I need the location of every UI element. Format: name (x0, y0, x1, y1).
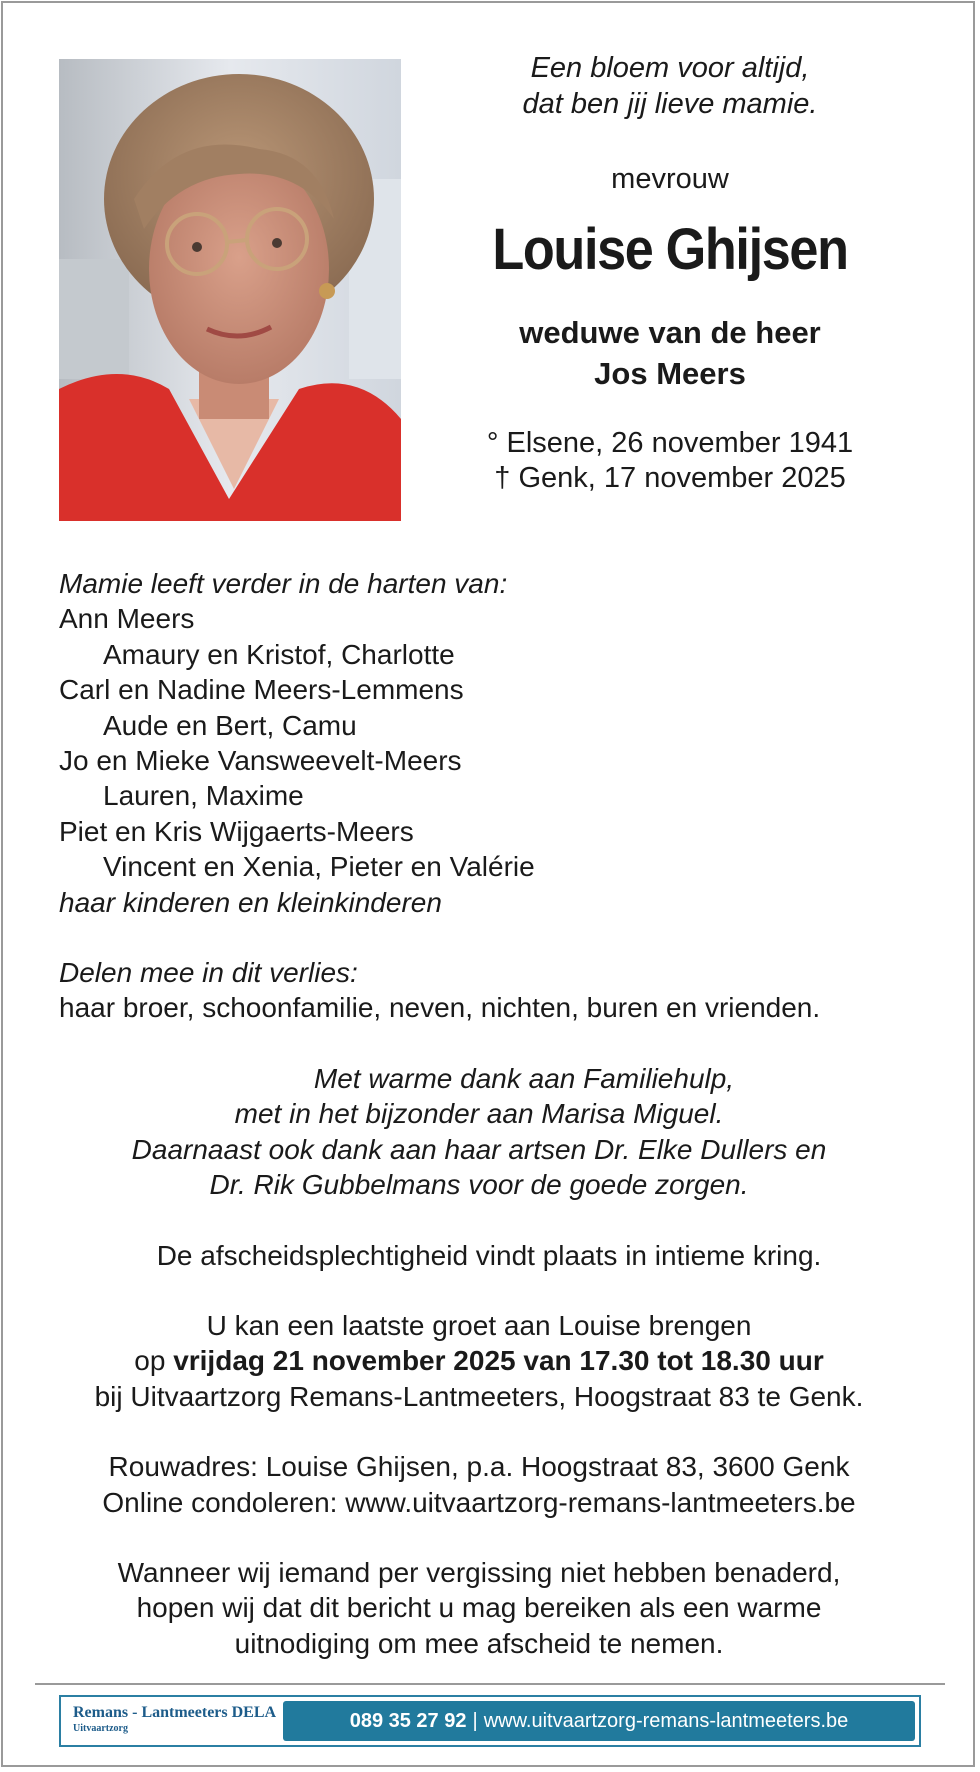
loss-intro: Delen mee in dit verlies: (59, 957, 358, 989)
visit-line: bij Uitvaartzorg Remans-Lantmeeters, Hoogstraat 83 te Genk. (94, 1380, 864, 1412)
family-member: Ann Meers (59, 603, 195, 635)
notice-body (59, 566, 919, 1661)
phone-number[interactable]: 089 35 27 92 (349, 1710, 467, 1732)
widow-line (440, 312, 900, 394)
deceased-name: Louise Ghijsen (492, 217, 848, 282)
ceremony-text: De afscheidsplechtigheid vindt plaats in intieme kring. (156, 1239, 822, 1271)
visit-time-line (49, 1343, 909, 1378)
apology-line: hopen wij dat dit bericht u mag bereiken als een warme (136, 1592, 822, 1624)
separator: | (472, 1710, 478, 1732)
header (440, 50, 900, 496)
apology-line: uitnodiging om mee afscheid te nemen. (234, 1627, 724, 1659)
mourning-address: Rouwadres: Louise Ghijsen, p.a. Hoogstraat 83, 3600 Genk (108, 1451, 850, 1483)
death-date: † Genk, 17 november 2025 (494, 462, 846, 494)
thanks-line: Daarnaast ook dank aan haar artsen Dr. Elke Dullers en (131, 1133, 827, 1165)
thanks-line: Met warme dank aan Familiehulp, (313, 1062, 735, 1094)
family-member: Jo en Mieke Vansweevelt-Meers (59, 745, 462, 777)
family-closing: haar kinderen en kleinkinderen (59, 886, 442, 918)
loss-text: haar broer, schoonfamilie, neven, nichten, buren en vrienden. (59, 992, 821, 1024)
spouse-name: Jos Meers (594, 356, 746, 391)
honorific: mevrouw (611, 163, 729, 195)
thanks-line: met in het bijzonder aan Marisa Miguel. (234, 1098, 724, 1130)
online-condolence: Online condoleren: www.uitvaartzorg-remans-lantmeeters.be (102, 1486, 856, 1518)
thanks-line: Dr. Rik Gubbelmans voor de goede zorgen. (209, 1169, 749, 1201)
grandchildren: Aude en Bert, Camu (103, 709, 357, 741)
family-member: Carl en Nadine Meers-Lemmens (59, 674, 464, 706)
funeral-home-footer (59, 1695, 921, 1747)
divider (35, 1683, 945, 1685)
website-link[interactable]: www.uitvaartzorg-remans-lantmeeters.be (483, 1710, 849, 1732)
brand-subtitle: Uitvaartzorg (73, 1723, 128, 1734)
dates (440, 426, 900, 496)
grandchildren: Vincent en Xenia, Pieter en Valérie (103, 851, 535, 883)
brand-name: Remans - Lantmeeters DELA (73, 1704, 277, 1721)
contact-bar (283, 1701, 915, 1741)
grandchildren: Lauren, Maxime (103, 780, 304, 812)
visit-block (49, 1308, 909, 1414)
grandchildren: Amaury en Kristof, Charlotte (103, 638, 455, 670)
funeral-home-logo (73, 1703, 276, 1735)
visit-prefix: op (134, 1345, 166, 1377)
family-intro: Mamie leeft verder in de harten van: (59, 568, 508, 599)
birth-date: ° Elsene, 26 november 1941 (486, 427, 854, 459)
motto-line: dat ben jij lieve mamie. (522, 88, 818, 120)
apology-line: Wanneer wij iemand per vergissing niet hebben benaderd, (117, 1556, 841, 1588)
apology-block (49, 1555, 909, 1661)
widow-line-1: weduwe van de heer (519, 315, 821, 350)
address-block (49, 1449, 909, 1520)
thanks-block (49, 1061, 909, 1203)
motto-line: Een bloem voor altijd, (530, 52, 810, 84)
family-member: Piet en Kris Wijgaerts-Meers (59, 815, 414, 847)
portrait-photo (59, 59, 401, 521)
visit-time: vrijdag 21 november 2025 van 17.30 tot 18.30 uur (173, 1345, 824, 1377)
visit-line: U kan een laatste groet aan Louise brengen (206, 1309, 752, 1341)
